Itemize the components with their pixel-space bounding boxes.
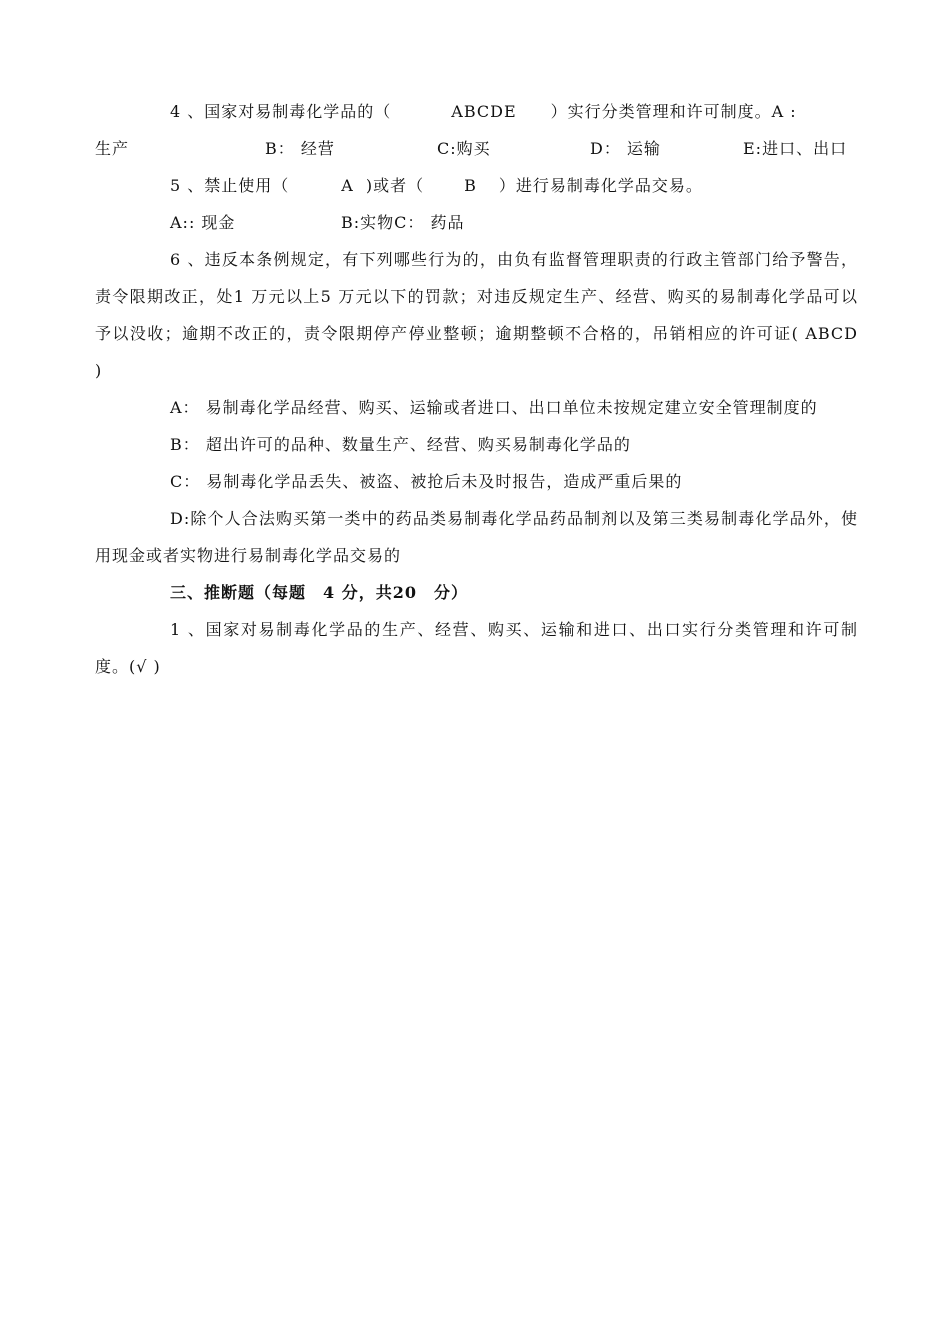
- q5-stem-part3: ）进行易制毒化学品交易。: [498, 176, 703, 195]
- q5-option-bc: B:实物C： 药品: [341, 213, 465, 232]
- q4-option-b: B： 经营: [265, 139, 335, 158]
- q4-option-d: D： 运输: [590, 139, 661, 158]
- q5-options: [95, 204, 858, 241]
- section-heading: 三、推断题（每题 4 分，共20 分）: [170, 583, 468, 602]
- q4-option-e: E:进口、出口: [743, 139, 848, 158]
- q5-answer-1: A: [341, 176, 354, 195]
- q6-option-a: A： 易制毒化学品经营、购买、运输或者进口、出口单位未按规定建立安全管理制度的: [170, 398, 818, 417]
- q4-stem-part1: 4 、国家对易制毒化学品的（: [170, 102, 392, 121]
- q6-option-c: C： 易制毒化学品丢失、被盗、被抢后未及时报告，造成严重后果的: [170, 472, 683, 491]
- q4-option-c: C:购买: [437, 139, 491, 158]
- q4-options: [95, 130, 858, 167]
- document-page: [95, 93, 899, 685]
- q4-stem-part2: ）实行分类管理和许可制度。A :: [550, 102, 797, 121]
- q4-answer: ABCDE: [451, 102, 517, 121]
- q5-stem-part2: )或者（: [365, 176, 425, 195]
- q6-stem: 6 、违反本条例规定，有下列哪些行为的，由负有监督管理职责的行政主管部门给予警告，责令限期改正，处1 万元以上5 万元以下的罚款；对违反规定生产、经营、购买的易制毒化学品可以予以没收；逾期不改正的，责令限期停产停业整顿；逾期整顿不合格的，吊销相应的许可证( ABCD ): [95, 250, 899, 380]
- q6-option-b: B： 超出许可的品种、数量生产、经营、购买易制毒化学品的: [170, 435, 631, 454]
- tf-question-1: 1 、国家对易制毒化学品的生产、经营、购买、运输和进口、出口实行分类管理和许可制度。(√ ): [95, 620, 858, 676]
- q5-stem: [95, 167, 858, 204]
- q4-option-a: 生产: [95, 139, 130, 158]
- q5-option-a: A:: 现金: [170, 213, 236, 232]
- q6-option-d: D:除个人合法购买第一类中的药品类易制毒化学品药品制剂以及第三类易制毒化学品外，使用现金或者实物进行易制毒化学品交易的: [95, 509, 858, 565]
- q5-answer-2: B: [464, 176, 477, 195]
- q5-stem-part1: 5 、禁止使用（: [170, 176, 290, 195]
- q4-stem: [95, 93, 858, 130]
